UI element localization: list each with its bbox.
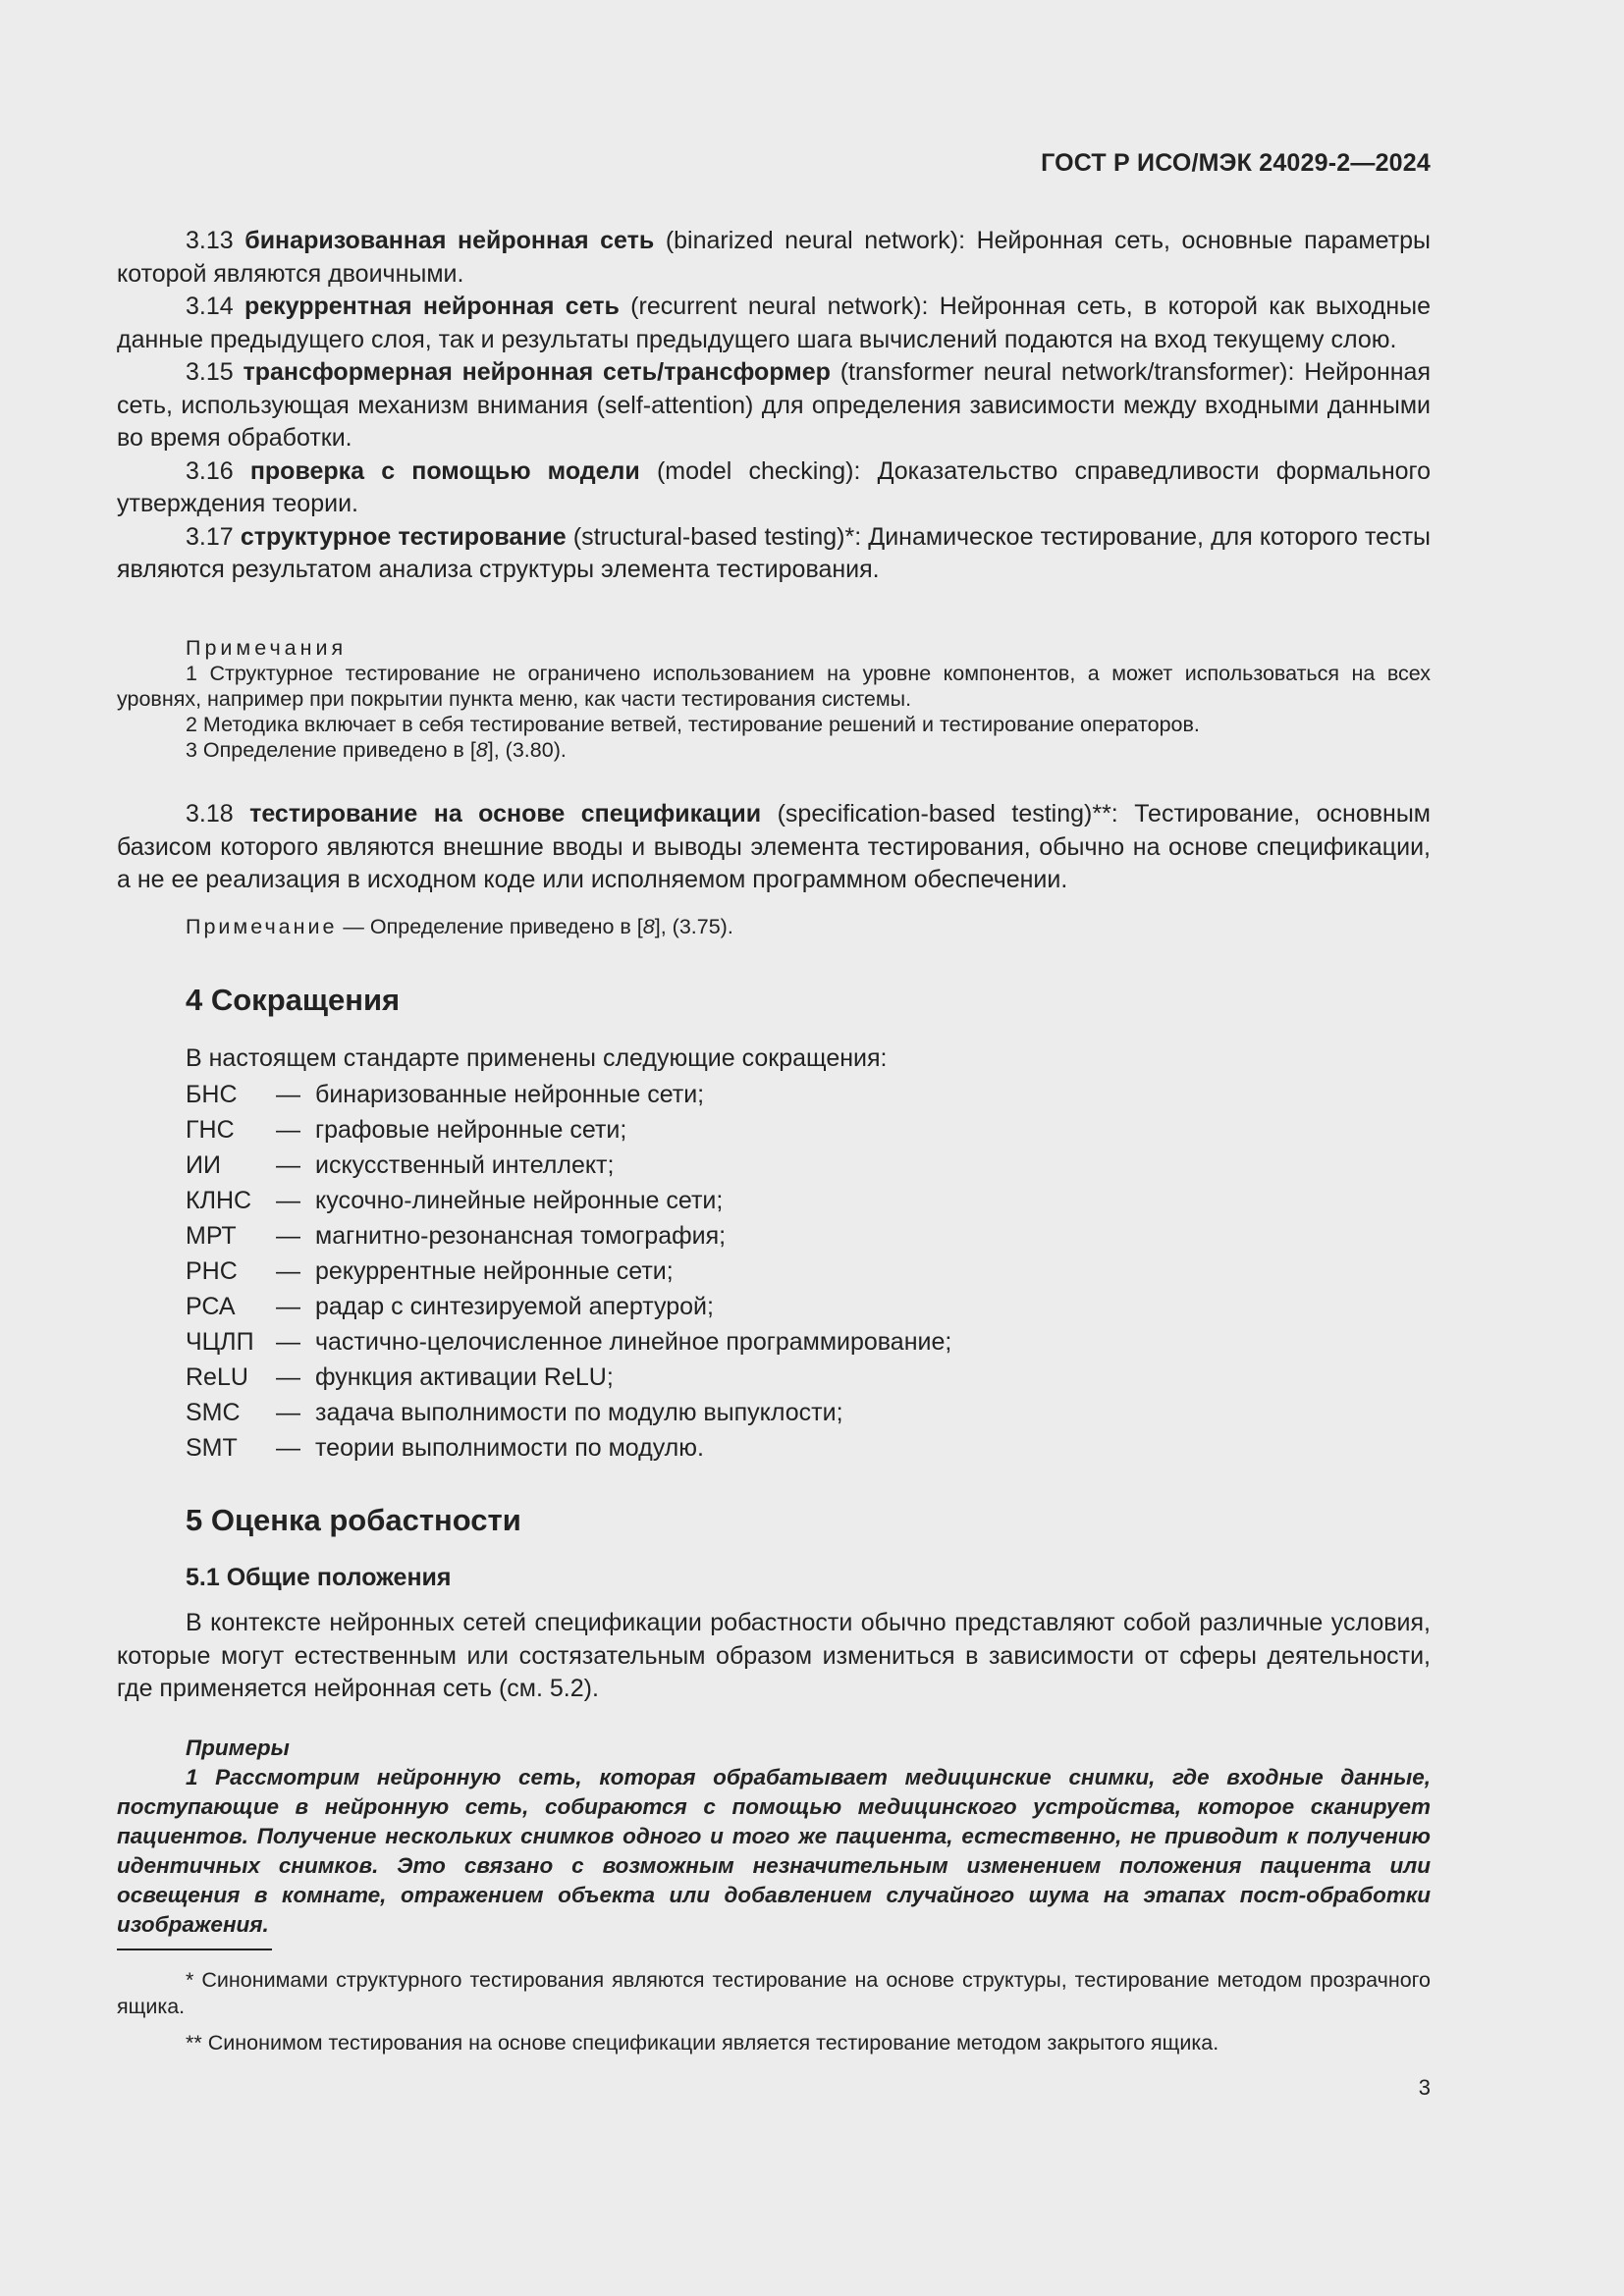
definition-term: бинаризованная нейронная сеть [244,227,655,254]
examples-heading: Примеры [186,1735,290,1760]
section-4-title: 4 Сокращения [186,983,401,1017]
subsection-5-1-title: 5.1 Общие положения [186,1564,452,1591]
notes-block [117,635,1431,763]
abbreviation-item: ИИ — искусственный интеллект; [186,1150,615,1179]
definition-3-18: 3.18 тестирование на основе спецификации (specification-based testing)**: Тестирование, основным базисом которого являются внешние вводы и выводы элемента тестирования, обычно на основе спецификации, а не ее реализация в исходном коде или исполняемом программном обеспечении. [117,800,1431,893]
footnote-1: * Синонимами структурного тестирования являются тестирование на основе структуры, тестирование методом прозрачного ящика. [117,1968,1431,2018]
standard-header: ГОСТ Р ИСО/МЭК 24029-2—2024 [1041,149,1431,177]
footnote-separator [117,1949,272,1950]
section-5-1-paragraph: В контексте нейронных сетей спецификации робастности обычно представляют собой различные условия, которые могут естественным или состязательным образом измениться в зависимости от сферы деятельности, где применяется нейронная сеть (см. 5.2). [117,1609,1431,1702]
definition-term: тестирование на основе спецификации [249,800,762,828]
abbreviation-item: РНС — рекуррентные нейронные сети; [186,1256,674,1285]
abbreviations-list [117,1077,1431,1466]
page-number: 3 [1418,2075,1431,2100]
abbreviation-item: ЧЦЛП — частично-целочисленное линейное программирование; [186,1327,952,1356]
definition-term: структурное тестирование [240,522,567,551]
note-1: 1 Структурное тестирование не ограничено использованием на уровне компонентов, а может использоваться на всех уровнях, например при покрытии пункта меню, как части тестирования системы. [117,662,1431,711]
definition-3-14: 3.14 рекуррентная нейронная сеть (recurrent neural network): Нейронная сеть, в которой как выходные данные предыдущего слоя, так и результаты предыдущего шага вычислений подаются на вход текущему слою. [117,293,1432,353]
footnotes-block [117,1949,1431,2056]
abbreviation-item: SMC — задача выполнимости по модулю выпуклости; [186,1398,843,1426]
abbreviation-item: РСА — радар с синтезируемой апертурой; [186,1292,714,1320]
abbreviations-intro: В настоящем стандарте применены следующие сокращения: [186,1044,888,1072]
definition-3-16: 3.16 проверка с помощью модели (model checking): Доказательство справедливости формального утверждения теории. [117,456,1432,517]
definitions-block [117,225,1431,587]
definition-3-15: 3.15 трансформерная нейронная сеть/трансформер (transformer neural network/transformer): Нейронная сеть, использующая механизм внимания (self-attention) для определения зависимости между входными данными во время обработки. [117,358,1431,452]
definition-term: рекуррентная нейронная сеть [244,293,620,320]
note-3-18-block [117,914,1431,939]
definition-3-18-block [117,798,1431,897]
example-1: 1 Рассмотрим нейронную сеть, которая обрабатывает медицинские снимки, где входные данные, поступающие в нейронную сеть, собираются с помощью медицинского устройства, которое сканирует пациентов. Получение нескольких снимков одного и того же пациента, естественно, не приводит к получению идентичных снимков. Это связано с возможным незначительным изменением положения пациента или освещения в комнате, отражением объекта или добавлением случайного шума на этапах пост-обработки изображения. [117,1765,1431,1937]
section-5-title: 5 Оценка робастности [186,1503,521,1537]
abbreviation-item: КЛНС — кусочно-линейные нейронные сети; [186,1186,724,1214]
definition-term: трансформерная нейронная сеть/трансформер [243,358,831,386]
section-4 [117,983,1431,1466]
definition-term: проверка с помощью модели [249,456,640,485]
abbreviation-item: МРТ — магнитно-резонансная томография; [186,1221,727,1250]
definition-3-13: 3.13 бинаризованная нейронная сеть (binarized neural network): Нейронная сеть, основные параметры которой являются двоичными. [117,227,1431,288]
examples-block [117,1734,1431,1940]
abbreviation-item: ГНС — графовые нейронные сети; [186,1115,627,1144]
section-5 [117,1503,1431,1706]
abbreviation-item: ReLU — функция активации ReLU; [186,1362,614,1391]
note-3: 3 Определение приведено в [8], (3.80). [186,738,567,762]
abbreviation-item: SMT — теории выполнимости по модулю. [186,1433,704,1462]
note-2: 2 Методика включает в себя тестирование ветвей, тестирование решений и тестирование операторов. [186,713,1200,736]
notes-heading: Примечания [186,636,348,660]
note-3-18: Примечание — Определение приведено в [8], (3.75). [186,915,733,938]
abbreviation-item: БНС — бинаризованные нейронные сети; [186,1080,705,1108]
footnote-2: ** Синонимом тестирования на основе спецификации является тестирование методом закрытого ящика. [186,2031,1219,2055]
definition-3-17: 3.17 структурное тестирование (structural-based testing)*: Динамическое тестирование, для которого тесты являются результатом анализа структуры элемента тестирования. [117,522,1431,583]
